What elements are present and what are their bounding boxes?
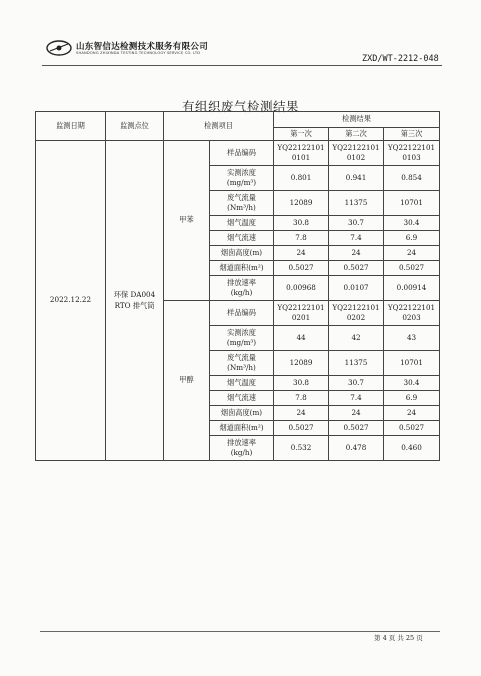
cell-text: YQ22122101 <box>387 302 436 312</box>
result-value <box>329 351 384 376</box>
page-title: 有组织废气检测结果 <box>181 99 299 114</box>
cell-text: 42 <box>351 332 361 342</box>
footer-divider <box>40 631 440 632</box>
cell-text: 10701 <box>400 197 423 207</box>
cell-text: 烟气流速 <box>227 232 256 242</box>
cell-text: 实测浓度 <box>227 327 256 337</box>
cell-text: YQ22122101 <box>387 142 436 152</box>
cell-text: 废气流量 <box>227 192 256 202</box>
result-value <box>274 436 329 461</box>
cell-text: 0.00968 <box>286 282 316 292</box>
cell-text: 30.8 <box>293 377 310 387</box>
cell-text: 6.9 <box>405 232 418 242</box>
cell-text: YQ22122101 <box>277 302 325 312</box>
cell-text: (mg/m³) <box>226 178 257 187</box>
cell-text: 0.532 <box>290 442 312 452</box>
result-value <box>274 406 329 421</box>
cell-text: 环保 DA004 <box>113 290 156 300</box>
cell-text: 12089 <box>289 357 313 367</box>
header-divider <box>42 65 442 66</box>
result-value <box>274 391 329 406</box>
cell-text: 24 <box>296 247 306 257</box>
cell-text: 30.7 <box>348 217 365 227</box>
result-value <box>274 166 329 191</box>
cell-text: 0102 <box>346 153 366 162</box>
cell-text: 排放速率 <box>227 277 256 287</box>
cell-text: YQ22122101 <box>332 142 380 152</box>
result-value <box>384 391 440 406</box>
cell-text: (kg/h) <box>230 448 253 457</box>
result-value <box>384 216 440 231</box>
parameter-label <box>210 231 274 246</box>
header-item: 检测项目 <box>164 112 274 141</box>
cell-text: (Nm³/h) <box>227 203 256 212</box>
result-value <box>384 191 440 216</box>
result-value <box>329 406 384 421</box>
cell-text: 24 <box>296 407 306 417</box>
cell-text: 7.4 <box>350 392 362 402</box>
cell-text: 24 <box>351 407 361 417</box>
cell-text: 烟囱高度(m) <box>220 407 263 417</box>
result-value <box>274 276 329 301</box>
parameter-label <box>210 191 274 216</box>
result-value <box>329 261 384 276</box>
cell-text: 30.7 <box>348 377 365 387</box>
parameter-label <box>210 166 274 191</box>
cell-text: 24 <box>406 247 417 257</box>
result-value <box>384 141 440 166</box>
cell-text: 0.5027 <box>398 262 425 272</box>
results-table <box>35 111 440 461</box>
header-run: 第一次 <box>274 128 329 141</box>
parameter-label <box>210 216 274 231</box>
cell-text: 0.00914 <box>396 282 427 292</box>
cell-text: 0203 <box>402 313 421 322</box>
cell-text: 11375 <box>344 197 368 207</box>
result-value <box>384 261 440 276</box>
page-number: 第 4 页 共 25 页 <box>374 634 423 642</box>
parameter-label <box>210 376 274 391</box>
parameter-label <box>210 276 274 301</box>
cell-text: 0.854 <box>401 172 422 182</box>
parameter-label <box>210 421 274 436</box>
result-value <box>384 326 440 351</box>
result-value <box>329 216 384 231</box>
result-value <box>329 421 384 436</box>
result-value <box>329 436 384 461</box>
pollutant-name: 甲醇 <box>164 301 210 461</box>
company-name: 山东智信达检测技术服务有限公司 <box>76 42 209 52</box>
table-row <box>36 141 440 166</box>
parameter-label <box>210 391 274 406</box>
result-value <box>384 246 440 261</box>
parameter-label <box>210 246 274 261</box>
cell-text: 烟气温度 <box>227 377 256 387</box>
result-value <box>274 216 329 231</box>
result-value <box>274 351 329 376</box>
cell-text: 烟道面积(m²) <box>219 262 264 272</box>
result-value <box>329 191 384 216</box>
result-value <box>274 301 329 326</box>
header-results: 检测结果 <box>274 112 440 128</box>
monitor-point <box>106 141 164 461</box>
result-value <box>274 191 329 216</box>
company-name-en: SHANDONG ZHIXINDA TESTING TECHNOLOGY SERVICE CO. LTD <box>76 51 201 55</box>
cell-text: 0.941 <box>345 172 367 182</box>
cell-text: 0202 <box>346 313 366 322</box>
result-value <box>329 166 384 191</box>
result-value <box>384 276 440 301</box>
parameter-label <box>210 351 274 376</box>
table-header-row <box>36 112 440 128</box>
result-value <box>329 376 384 391</box>
cell-text: 11375 <box>344 357 368 367</box>
result-value <box>274 231 329 246</box>
result-value <box>329 301 384 326</box>
result-value <box>274 141 329 166</box>
cell-text: RTO 排气筒 <box>114 300 155 310</box>
cell-text: 0.460 <box>401 442 422 452</box>
cell-text: 0.478 <box>345 442 367 452</box>
cell-text: 0.5027 <box>288 422 314 432</box>
cell-text: 烟囱高度(m) <box>220 247 263 257</box>
result-value <box>329 231 384 246</box>
cell-text: 0.801 <box>290 172 312 182</box>
result-value <box>384 351 440 376</box>
cell-text: 24 <box>406 407 417 417</box>
cell-text: 0.5027 <box>343 262 369 272</box>
company-logo-icon <box>46 38 72 58</box>
cell-text: 0.0107 <box>343 282 369 292</box>
cell-text: 实测浓度 <box>227 167 256 177</box>
result-value <box>384 376 440 391</box>
cell-text: 7.8 <box>295 392 307 402</box>
header-date: 监测日期 <box>36 112 106 141</box>
cell-text: 0101 <box>291 153 311 162</box>
cell-text: 10701 <box>400 357 423 367</box>
header-point: 监测点位 <box>106 112 164 141</box>
result-value <box>384 406 440 421</box>
result-value <box>384 436 440 461</box>
result-value <box>384 231 440 246</box>
result-value <box>329 141 384 166</box>
parameter-label <box>210 261 274 276</box>
cell-text: 0.5027 <box>288 262 314 272</box>
cell-text: (kg/h) <box>230 288 253 297</box>
cell-text: 7.8 <box>295 232 307 242</box>
cell-text: 6.9 <box>405 392 418 402</box>
cell-text: 烟气流速 <box>227 392 256 402</box>
cell-text: (Nm³/h) <box>227 363 256 372</box>
result-value <box>384 166 440 191</box>
result-value <box>274 246 329 261</box>
cell-text: 烟气温度 <box>227 217 256 227</box>
cell-text: 排放速率 <box>227 437 256 447</box>
result-value <box>329 246 384 261</box>
cell-text: 样品编码 <box>227 147 256 157</box>
result-value <box>274 326 329 351</box>
header-run: 第三次 <box>384 128 440 141</box>
result-value <box>329 391 384 406</box>
cell-text: 样品编码 <box>227 307 256 317</box>
parameter-label <box>210 406 274 421</box>
result-value <box>384 421 440 436</box>
cell-text: 30.4 <box>403 377 420 387</box>
result-value <box>274 421 329 436</box>
cell-text: 12089 <box>289 197 313 207</box>
cell-text: YQ22122101 <box>277 142 325 152</box>
cell-text: 30.4 <box>403 217 420 227</box>
cell-text: 43 <box>406 332 417 342</box>
parameter-label <box>210 436 274 461</box>
cell-text: 0201 <box>291 313 311 322</box>
result-value <box>384 301 440 326</box>
cell-text: 30.8 <box>293 217 310 227</box>
parameter-label <box>210 301 274 326</box>
report-number: ZXD/WT-2212-048 <box>362 54 439 64</box>
pollutant-name: 甲苯 <box>164 141 210 301</box>
result-value <box>329 276 384 301</box>
report-header <box>46 36 446 76</box>
cell-text: YQ22122101 <box>332 302 380 312</box>
parameter-label <box>210 326 274 351</box>
result-value <box>329 326 384 351</box>
cell-text: 7.4 <box>350 232 362 242</box>
parameter-label <box>210 141 274 166</box>
result-value <box>274 376 329 391</box>
cell-text: 0.5027 <box>343 422 369 432</box>
header-run: 第二次 <box>329 128 384 141</box>
cell-text: 0.5027 <box>398 422 425 432</box>
cell-text: 0103 <box>402 153 421 162</box>
result-value <box>274 261 329 276</box>
monitor-date: 2022.12.22 <box>36 141 106 461</box>
cell-text: 废气流量 <box>227 352 256 362</box>
cell-text: 24 <box>351 247 361 257</box>
cell-text: (mg/m³) <box>226 338 257 347</box>
cell-text: 烟道面积(m²) <box>219 422 264 432</box>
cell-text: 44 <box>296 332 306 342</box>
